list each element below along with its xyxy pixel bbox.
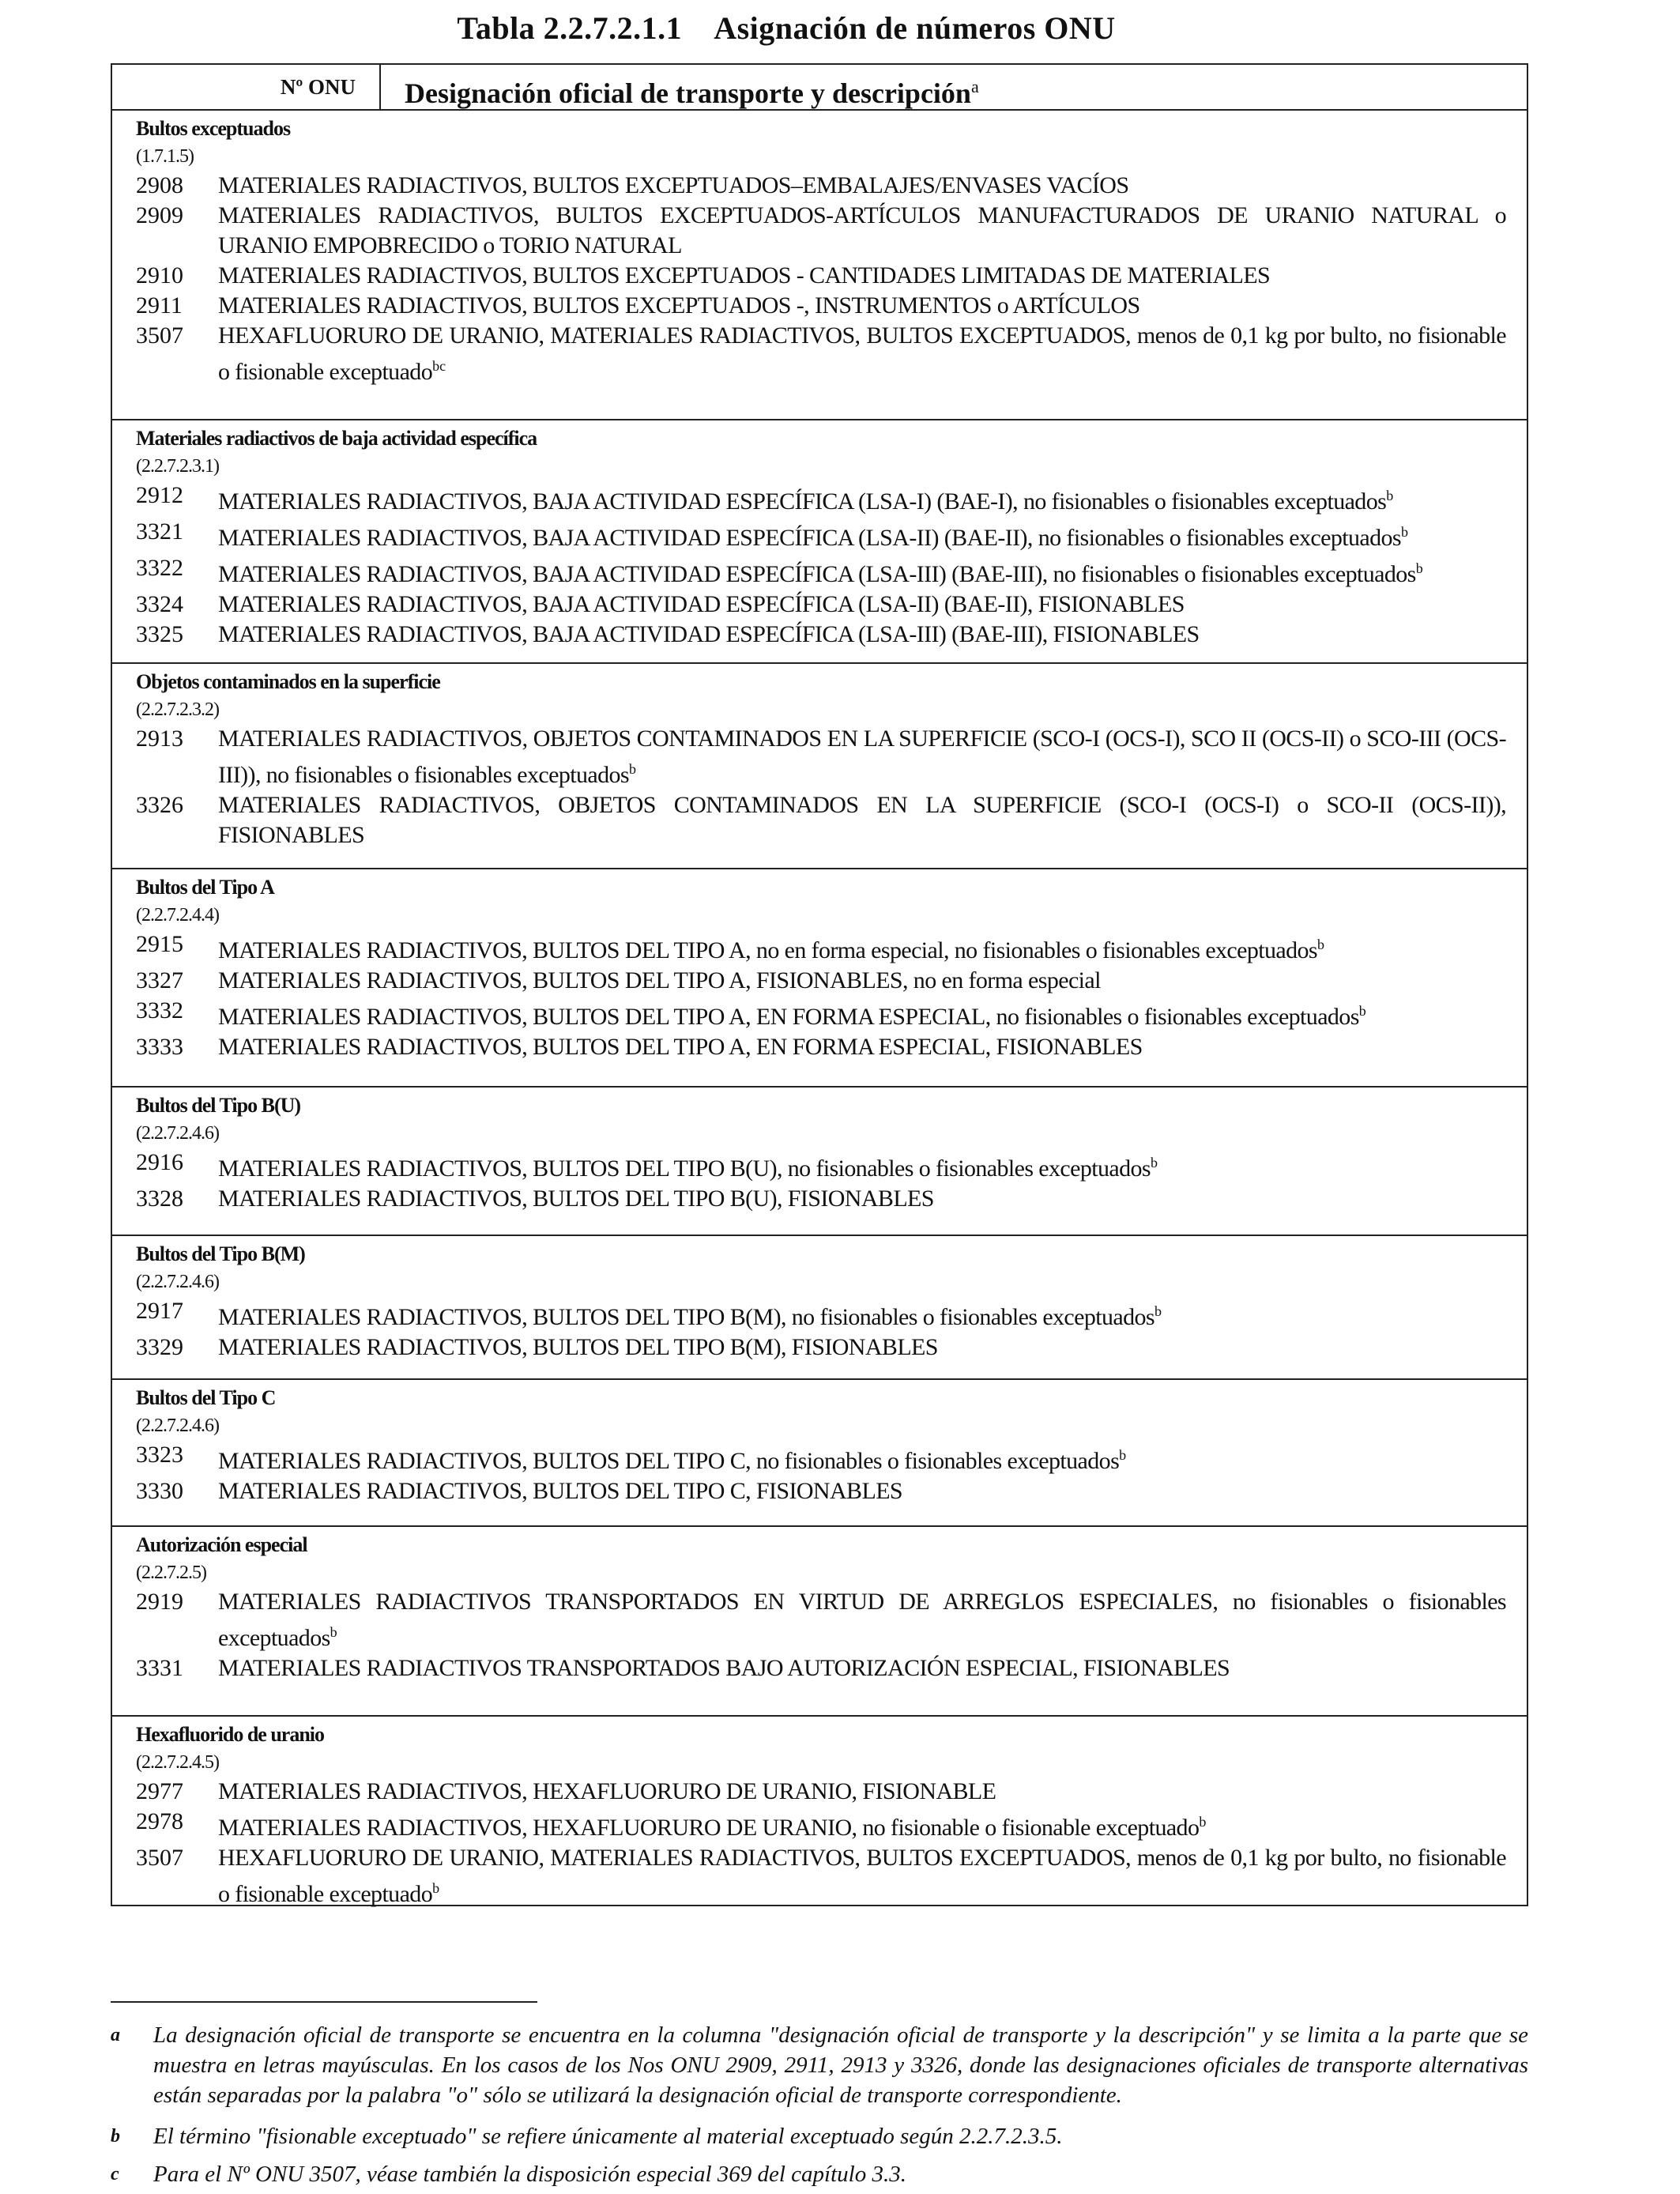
entry-footnote-mark: b <box>1119 1447 1127 1463</box>
section-title: Bultos del Tipo A <box>136 876 274 899</box>
entry-footnote-mark: b <box>1358 1003 1366 1019</box>
section-reference: (1.7.1.5) <box>136 146 194 167</box>
footnote <box>111 2121 1528 2151</box>
un-number: 3331 <box>136 1655 183 1681</box>
header-footnote-mark: a <box>970 77 979 96</box>
footnote <box>111 2159 1528 2189</box>
entry-row <box>133 620 1506 650</box>
section <box>112 420 1527 664</box>
un-number: 3333 <box>136 1034 183 1060</box>
header-onu: Nº ONU <box>112 65 381 109</box>
entry-row <box>133 517 1506 553</box>
entry-row <box>133 321 1506 387</box>
un-number: 3325 <box>136 621 183 647</box>
entry-description-text: MATERIALES RADIACTIVOS, OBJETOS CONTAMINADOS EN LA SUPERFICIE (SCO-I (OCS-I) o SCO-II (OCS-II)), FISIONABLES <box>218 792 1506 848</box>
entry-description <box>218 1807 1506 1843</box>
entry-description-text: HEXAFLUORURO DE URANIO, MATERIALES RADIACTIVOS, BULTOS EXCEPTUADOS, menos de 0,1 kg por bulto, no fisionable o fisionable exceptuado <box>218 1845 1506 1907</box>
table-header <box>112 65 1527 111</box>
entry-description <box>218 1148 1506 1184</box>
page-title <box>0 9 1573 47</box>
entry-description <box>218 620 1506 650</box>
entry-row <box>133 291 1506 321</box>
entry-row <box>133 201 1506 261</box>
entry-description-text: MATERIALES RADIACTIVOS, BULTOS EXCEPTUADOS–EMBALAJES/ENVASES VACÍOS <box>218 172 1129 198</box>
section-title: Bultos del Tipo C <box>136 1386 276 1409</box>
section-reference: (2.2.7.2.5) <box>136 1563 206 1583</box>
entry-description <box>218 1333 1506 1363</box>
entry-description <box>218 1843 1506 1909</box>
entry-footnote-mark: b <box>1415 560 1423 576</box>
entry-row <box>133 1807 1506 1843</box>
entry-description-text: MATERIALES RADIACTIVOS, BULTOS DEL TIPO B(U), no fisionables o fisionables exceptuados <box>218 1155 1151 1182</box>
un-number: 3326 <box>136 792 183 818</box>
un-number: 3507 <box>136 1845 183 1871</box>
entry-description <box>218 590 1506 620</box>
un-number: 3322 <box>136 555 183 581</box>
entry-description <box>218 790 1506 850</box>
un-number: 2908 <box>136 172 183 198</box>
table-title: Asignación de números ONU <box>714 10 1116 46</box>
entry-description <box>218 1476 1506 1506</box>
entry-row <box>133 1476 1506 1506</box>
entry-footnote-mark: b <box>1317 937 1324 952</box>
un-number: 3323 <box>136 1442 183 1468</box>
entry-row <box>133 261 1506 291</box>
entry-description <box>218 1653 1506 1683</box>
entry-row <box>133 1148 1506 1184</box>
section-title: Bultos del Tipo B(M) <box>136 1242 305 1265</box>
entry-row <box>133 996 1506 1032</box>
entry-description <box>218 553 1506 590</box>
entry-footnote-mark: b <box>1400 524 1408 540</box>
un-number: 2913 <box>136 726 183 752</box>
section <box>112 1088 1527 1236</box>
entry-description-text: MATERIALES RADIACTIVOS, BAJA ACTIVIDAD ESPECÍFICA (LSA-II) (BAE-II), FISIONABLES <box>218 591 1185 617</box>
un-number: 2977 <box>136 1778 183 1804</box>
entry-description-text: MATERIALES RADIACTIVOS, BULTOS DEL TIPO A, FISIONABLES, no en forma especial <box>218 967 1101 993</box>
entry-row <box>133 553 1506 590</box>
section <box>112 1380 1527 1527</box>
entry-row <box>133 1587 1506 1653</box>
un-number: 2917 <box>136 1298 183 1324</box>
entry-description <box>218 1032 1506 1062</box>
section-title: Autorización especial <box>136 1533 307 1556</box>
entry-description-text: MATERIALES RADIACTIVOS, HEXAFLUORURO DE URANIO, FISIONABLE <box>218 1778 996 1804</box>
section-reference: (2.2.7.2.3.1) <box>136 456 219 477</box>
entry-row <box>133 1184 1506 1214</box>
entry-row <box>133 1440 1506 1476</box>
footnote <box>111 2020 1528 2110</box>
entry-description-text: HEXAFLUORURO DE URANIO, MATERIALES RADIACTIVOS, BULTOS EXCEPTUADOS, menos de 0,1 kg por bulto, no fisionable o fisionable exceptuado <box>218 322 1506 385</box>
section <box>112 869 1527 1088</box>
un-number: 3328 <box>136 1186 183 1212</box>
entry-row <box>133 1777 1506 1807</box>
entry-footnote-mark: b <box>1155 1303 1162 1319</box>
entry-description-text: MATERIALES RADIACTIVOS, BULTOS DEL TIPO C, no fisionables o fisionables exceptuados <box>218 1448 1120 1474</box>
un-number: 2911 <box>136 292 183 319</box>
footnote-mark: b <box>111 2126 120 2147</box>
entry-description-text: MATERIALES RADIACTIVOS, BULTOS EXCEPTUADOS -, INSTRUMENTOS o ARTÍCULOS <box>218 292 1140 319</box>
un-number: 3329 <box>136 1334 183 1360</box>
section-title: Materiales radiactivos de baja actividad específica <box>136 427 537 450</box>
entry-description <box>218 966 1506 996</box>
section-reference: (2.2.7.2.4.6) <box>136 1123 219 1144</box>
un-number: 2915 <box>136 931 183 957</box>
entry-description <box>218 1777 1506 1807</box>
header-designation <box>381 65 1527 109</box>
un-number-table <box>111 63 1528 1906</box>
entry-row <box>133 1843 1506 1909</box>
un-number: 3330 <box>136 1478 183 1504</box>
entry-description <box>218 724 1506 790</box>
entry-description <box>218 1296 1506 1333</box>
section <box>112 664 1527 869</box>
entry-description <box>218 201 1506 261</box>
entry-description <box>218 996 1506 1032</box>
entry-description <box>218 481 1506 517</box>
entry-row <box>133 481 1506 517</box>
entry-description-text: MATERIALES RADIACTIVOS, BAJA ACTIVIDAD ESPECÍFICA (LSA-I) (BAE-I), no fisionables o fisionables exceptuados <box>218 488 1387 515</box>
section-reference: (2.2.7.2.4.5) <box>136 1752 219 1773</box>
un-number: 3327 <box>136 967 183 993</box>
un-number: 3507 <box>136 322 183 349</box>
un-number: 2978 <box>136 1808 183 1834</box>
entry-row <box>133 790 1506 850</box>
entry-description-text: MATERIALES RADIACTIVOS, BAJA ACTIVIDAD ESPECÍFICA (LSA-III) (BAE-III), FISIONABLES <box>218 621 1200 647</box>
entry-row <box>133 929 1506 966</box>
footnote-text: Para el Nº ONU 3507, véase también la disposición especial 369 del capítulo 3.3. <box>153 2162 906 2187</box>
table-body <box>112 111 1527 1905</box>
un-number: 2909 <box>136 202 183 228</box>
section <box>112 1527 1527 1717</box>
footnote-mark: a <box>111 2025 120 2045</box>
entry-description <box>218 1587 1506 1653</box>
entry-footnote-mark: b <box>330 1624 337 1640</box>
entry-description-text: MATERIALES RADIACTIVOS, BULTOS DEL TIPO C, FISIONABLES <box>218 1478 903 1504</box>
entry-footnote-mark: b <box>628 761 636 777</box>
entry-row <box>133 590 1506 620</box>
section <box>112 1717 1527 1905</box>
un-number: 2910 <box>136 262 183 288</box>
section-title: Objetos contaminados en la superficie <box>136 670 440 693</box>
entry-description-text: MATERIALES RADIACTIVOS, BULTOS DEL TIPO A, no en forma especial, no fisionables o fisionables exceptuados <box>218 937 1317 963</box>
table-number: Tabla 2.2.7.2.1.1 <box>457 10 683 46</box>
un-number: 3332 <box>136 997 183 1023</box>
footnote-mark: c <box>111 2164 119 2185</box>
entry-description-text: MATERIALES RADIACTIVOS, OBJETOS CONTAMINADOS EN LA SUPERFICIE (SCO-I (OCS-I), SCO II (OCS-II) o SCO-III (OCS-III)), no fisionables o fisionables exceptuados <box>218 726 1506 788</box>
footnote-text: La designación oficial de transporte se encuentra en la columna "designación oficial de transporte y la descripción" y se limita a la parte que se muestra en letras mayúsculas. En los casos de los Nos ONU 2909, 2911, 2913 y 3326, donde las designaciones oficiales de transporte alternativas están separadas por la palabra "o" sólo se utilizará la designación oficial de transporte correspondiente. <box>153 2022 1528 2108</box>
entry-description-text: MATERIALES RADIACTIVOS, BULTOS EXCEPTUADOS-ARTÍCULOS MANUFACTURADOS DE URANIO NATURAL o URANIO EMPOBRECIDO o TORIO NATURAL <box>218 202 1506 258</box>
section <box>112 1236 1527 1380</box>
entry-description-text: MATERIALES RADIACTIVOS TRANSPORTADOS EN VIRTUD DE ARREGLOS ESPECIALES, no fisionables o fisionables exceptuados <box>218 1589 1506 1651</box>
entry-description-text: MATERIALES RADIACTIVOS, BAJA ACTIVIDAD ESPECÍFICA (LSA-II) (BAE-II), no fisionables o fisionables exceptuados <box>218 525 1401 551</box>
entry-description-text: MATERIALES RADIACTIVOS, BULTOS DEL TIPO B(U), FISIONABLES <box>218 1186 934 1212</box>
un-number: 2919 <box>136 1589 183 1615</box>
entry-footnote-mark: b <box>432 1880 440 1896</box>
entry-description <box>218 1184 1506 1214</box>
entry-description <box>218 517 1506 553</box>
un-number: 3324 <box>136 591 183 617</box>
entry-description <box>218 171 1506 201</box>
entry-row <box>133 1296 1506 1333</box>
entry-row <box>133 1653 1506 1683</box>
un-number: 3321 <box>136 518 183 545</box>
footnote-text: El término "fisionable exceptuado" se refiere únicamente al material exceptuado según 2.2.7.2.3.5. <box>153 2124 1063 2149</box>
entry-footnote-mark: b <box>1386 488 1394 503</box>
entry-description-text: MATERIALES RADIACTIVOS, BULTOS DEL TIPO A, EN FORMA ESPECIAL, FISIONABLES <box>218 1034 1143 1060</box>
un-number: 2916 <box>136 1149 183 1175</box>
entry-description-text: MATERIALES RADIACTIVOS, BULTOS EXCEPTUADOS - CANTIDADES LIMITADAS DE MATERIALES <box>218 262 1271 288</box>
entry-description <box>218 1440 1506 1476</box>
entry-description <box>218 929 1506 966</box>
entry-description <box>218 261 1506 291</box>
section-reference: (2.2.7.2.4.6) <box>136 1416 219 1436</box>
header-designation-text: Designación oficial de transporte y descripción <box>405 77 971 109</box>
entry-description-text: MATERIALES RADIACTIVOS, BULTOS DEL TIPO B(M), no fisionables o fisionables exceptuados <box>218 1304 1155 1330</box>
entry-row <box>133 966 1506 996</box>
entry-footnote-mark: b <box>1150 1155 1158 1171</box>
entry-description <box>218 321 1506 387</box>
entry-row <box>133 724 1506 790</box>
entry-row <box>133 1333 1506 1363</box>
entry-footnote-mark: bc <box>432 358 446 374</box>
section-reference: (2.2.7.2.3.2) <box>136 699 219 720</box>
entry-description-text: MATERIALES RADIACTIVOS, HEXAFLUORURO DE URANIO, no fisionable o fisionable exceptuado <box>218 1815 1200 1841</box>
entry-description-text: MATERIALES RADIACTIVOS, BULTOS DEL TIPO A, EN FORMA ESPECIAL, no fisionables o fisionables exceptuados <box>218 1004 1359 1030</box>
section-title: Bultos exceptuados <box>136 117 291 140</box>
section-title: Hexafluorido de uranio <box>136 1723 325 1746</box>
section-title: Bultos del Tipo B(U) <box>136 1094 301 1117</box>
entry-description-text: MATERIALES RADIACTIVOS TRANSPORTADOS BAJO AUTORIZACIÓN ESPECIAL, FISIONABLES <box>218 1655 1230 1681</box>
entry-footnote-mark: b <box>1199 1814 1207 1830</box>
section <box>112 111 1527 420</box>
entry-description <box>218 291 1506 321</box>
section-reference: (2.2.7.2.4.4) <box>136 905 219 925</box>
entry-description-text: MATERIALES RADIACTIVOS, BULTOS DEL TIPO B(M), FISIONABLES <box>218 1334 938 1360</box>
footnote-divider <box>111 2001 537 2003</box>
entry-row <box>133 171 1506 201</box>
entry-description-text: MATERIALES RADIACTIVOS, BAJA ACTIVIDAD ESPECÍFICA (LSA-III) (BAE-III), no fisionables o fisionables exceptuados <box>218 561 1416 587</box>
un-number: 2912 <box>136 482 183 508</box>
section-reference: (2.2.7.2.4.6) <box>136 1272 219 1292</box>
entry-row <box>133 1032 1506 1062</box>
